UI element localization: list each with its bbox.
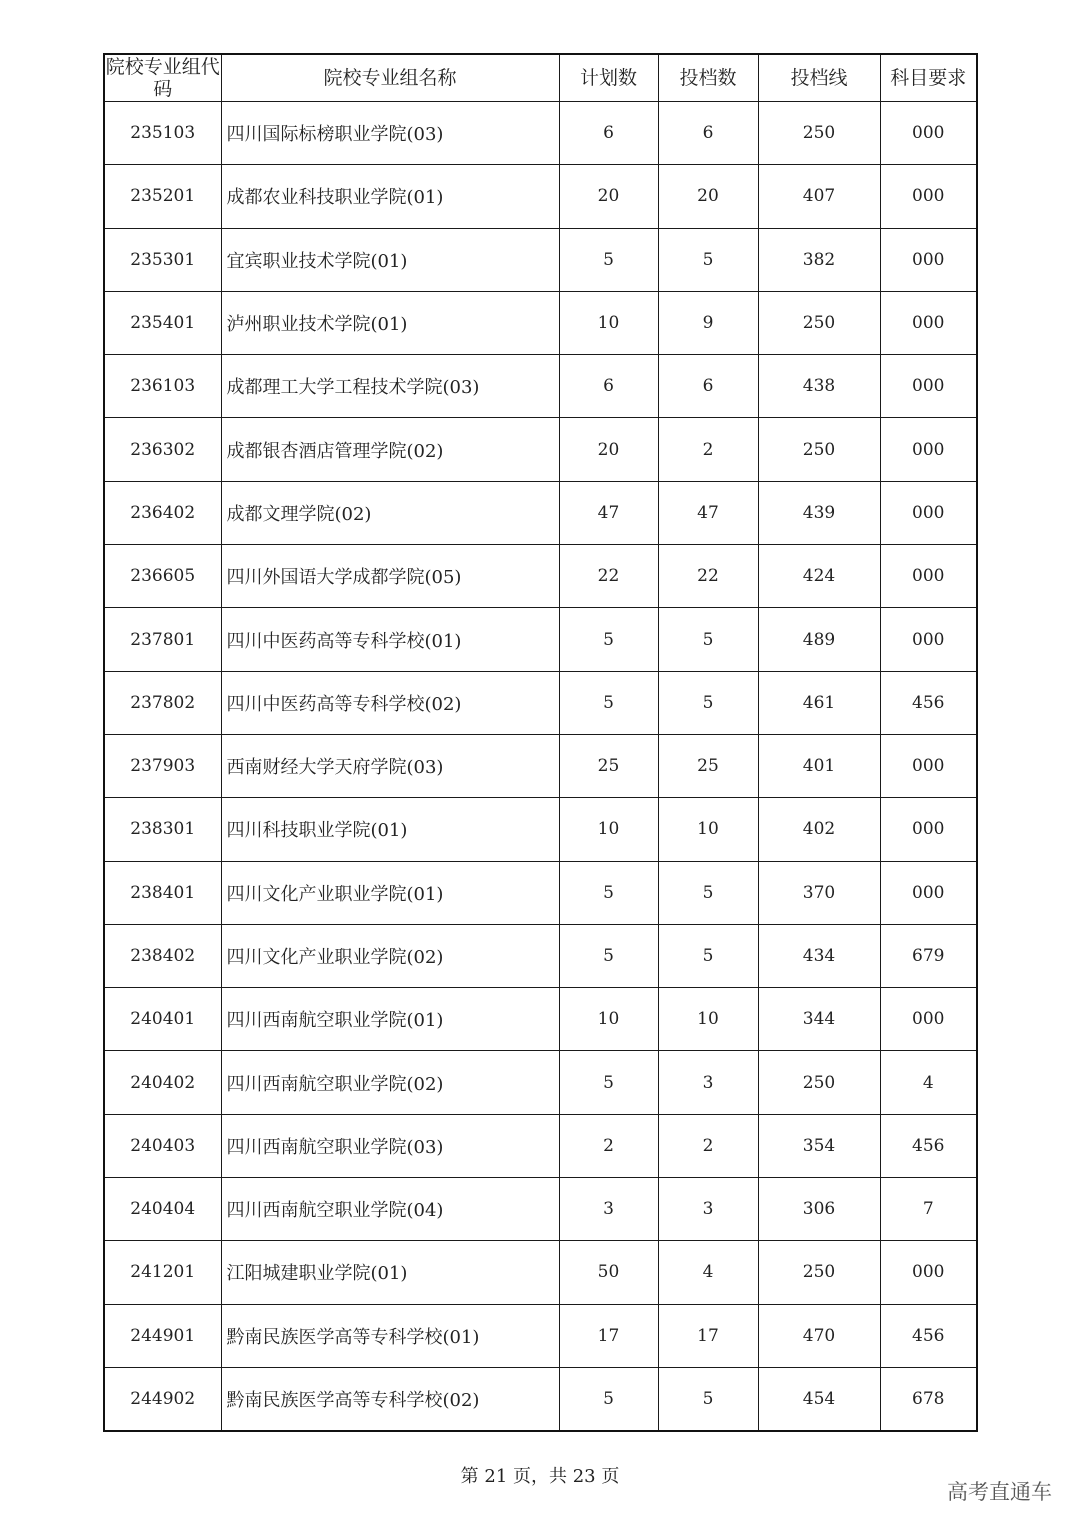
cell-subject: 000 [880, 1241, 977, 1304]
cell-cutoff: 382 [758, 228, 880, 291]
cell-subject: 000 [880, 545, 977, 608]
cell-filed: 25 [658, 734, 758, 797]
admission-table [103, 53, 978, 1432]
cell-subject: 000 [880, 291, 977, 354]
cell-code: 244902 [104, 1367, 221, 1431]
cell-cutoff: 461 [758, 671, 880, 734]
cell-cutoff: 370 [758, 861, 880, 924]
cell-cutoff: 454 [758, 1367, 880, 1431]
cell-subject: 000 [880, 355, 977, 418]
cell-code: 235201 [104, 165, 221, 228]
cell-name: 四川西南航空职业学院(01) [221, 988, 559, 1051]
cell-subject: 000 [880, 228, 977, 291]
cell-cutoff: 250 [758, 1241, 880, 1304]
cell-subject: 000 [880, 988, 977, 1051]
page-number: 第 21 页，共 23 页 [460, 1466, 620, 1487]
cell-cutoff: 489 [758, 608, 880, 671]
cell-plan: 5 [559, 1051, 658, 1114]
cell-filed: 5 [658, 228, 758, 291]
cell-plan: 25 [559, 734, 658, 797]
cell-filed: 5 [658, 1367, 758, 1431]
cell-plan: 20 [559, 418, 658, 481]
header-name: 院校专业组名称 [221, 54, 559, 102]
cell-name: 西南财经大学天府学院(03) [221, 734, 559, 797]
cell-code: 244901 [104, 1304, 221, 1367]
cell-code: 236302 [104, 418, 221, 481]
cell-code: 241201 [104, 1241, 221, 1304]
cell-name: 四川外国语大学成都学院(05) [221, 545, 559, 608]
table-row [104, 988, 977, 1051]
table-row [104, 291, 977, 354]
cell-code: 238401 [104, 861, 221, 924]
cell-name: 泸州职业技术学院(01) [221, 291, 559, 354]
cell-code: 236402 [104, 481, 221, 544]
table-row [104, 228, 977, 291]
cell-code: 238402 [104, 924, 221, 987]
table-row [104, 1178, 977, 1241]
cell-name: 成都银杏酒店管理学院(02) [221, 418, 559, 481]
cell-filed: 5 [658, 861, 758, 924]
cell-subject: 000 [880, 798, 977, 861]
cell-plan: 10 [559, 291, 658, 354]
table-header-row [104, 54, 977, 102]
cell-name: 四川科技职业学院(01) [221, 798, 559, 861]
cell-filed: 2 [658, 418, 758, 481]
cell-filed: 47 [658, 481, 758, 544]
cell-cutoff: 250 [758, 418, 880, 481]
cell-plan: 5 [559, 1367, 658, 1431]
cell-plan: 22 [559, 545, 658, 608]
cell-cutoff: 402 [758, 798, 880, 861]
cell-code: 236605 [104, 545, 221, 608]
cell-subject: 000 [880, 608, 977, 671]
table-row [104, 924, 977, 987]
cell-filed: 5 [658, 924, 758, 987]
cell-plan: 17 [559, 1304, 658, 1367]
cell-plan: 5 [559, 861, 658, 924]
cell-plan: 6 [559, 355, 658, 418]
cell-name: 四川中医药高等专科学校(02) [221, 671, 559, 734]
cell-plan: 3 [559, 1178, 658, 1241]
cell-cutoff: 250 [758, 1051, 880, 1114]
table-row [104, 734, 977, 797]
table-row [104, 481, 977, 544]
cell-plan: 5 [559, 671, 658, 734]
table-row [104, 1304, 977, 1367]
cell-filed: 17 [658, 1304, 758, 1367]
cell-subject: 456 [880, 671, 977, 734]
watermark: 高考直通车 [947, 1480, 1052, 1504]
cell-plan: 10 [559, 798, 658, 861]
cell-name: 四川中医药高等专科学校(01) [221, 608, 559, 671]
cell-cutoff: 439 [758, 481, 880, 544]
header-filed: 投档数 [658, 54, 758, 102]
cell-filed: 10 [658, 798, 758, 861]
header-code: 院校专业组代码 [105, 56, 220, 100]
cell-name: 成都理工大学工程技术学院(03) [221, 355, 559, 418]
cell-filed: 3 [658, 1178, 758, 1241]
cell-subject: 456 [880, 1304, 977, 1367]
table-row [104, 671, 977, 734]
cell-cutoff: 401 [758, 734, 880, 797]
cell-subject: 7 [880, 1178, 977, 1241]
cell-cutoff: 470 [758, 1304, 880, 1367]
table-row [104, 1114, 977, 1177]
table-row [104, 1051, 977, 1114]
admission-table-container [103, 53, 976, 1432]
cell-cutoff: 250 [758, 102, 880, 165]
cell-code: 235401 [104, 291, 221, 354]
cell-cutoff: 407 [758, 165, 880, 228]
cell-code: 240401 [104, 988, 221, 1051]
cell-plan: 5 [559, 608, 658, 671]
cell-name: 四川西南航空职业学院(02) [221, 1051, 559, 1114]
header-plan: 计划数 [559, 54, 658, 102]
cell-subject: 456 [880, 1114, 977, 1177]
cell-name: 四川西南航空职业学院(03) [221, 1114, 559, 1177]
cell-code: 237801 [104, 608, 221, 671]
cell-filed: 9 [658, 291, 758, 354]
cell-code: 235103 [104, 102, 221, 165]
table-row [104, 798, 977, 861]
cell-filed: 10 [658, 988, 758, 1051]
cell-code: 240402 [104, 1051, 221, 1114]
table-row [104, 355, 977, 418]
cell-code: 235301 [104, 228, 221, 291]
table-row [104, 165, 977, 228]
cell-code: 240404 [104, 1178, 221, 1241]
cell-subject: 678 [880, 1367, 977, 1431]
cell-code: 238301 [104, 798, 221, 861]
cell-subject: 000 [880, 418, 977, 481]
cell-plan: 5 [559, 924, 658, 987]
cell-code: 237802 [104, 671, 221, 734]
cell-name: 成都农业科技职业学院(01) [221, 165, 559, 228]
cell-subject: 000 [880, 481, 977, 544]
cell-plan: 2 [559, 1114, 658, 1177]
cell-subject: 000 [880, 861, 977, 924]
cell-cutoff: 424 [758, 545, 880, 608]
cell-cutoff: 250 [758, 291, 880, 354]
cell-filed: 6 [658, 102, 758, 165]
cell-subject: 000 [880, 165, 977, 228]
cell-subject: 000 [880, 102, 977, 165]
cell-name: 黔南民族医学高等专科学校(01) [221, 1304, 559, 1367]
table-body [104, 102, 977, 1432]
cell-name: 四川国际标榜职业学院(03) [221, 102, 559, 165]
cell-cutoff: 434 [758, 924, 880, 987]
cell-plan: 10 [559, 988, 658, 1051]
cell-name: 黔南民族医学高等专科学校(02) [221, 1367, 559, 1431]
cell-subject: 679 [880, 924, 977, 987]
cell-filed: 6 [658, 355, 758, 418]
cell-name: 四川西南航空职业学院(04) [221, 1178, 559, 1241]
cell-filed: 2 [658, 1114, 758, 1177]
header-subject: 科目要求 [880, 54, 977, 102]
cell-code: 236103 [104, 355, 221, 418]
cell-code: 237903 [104, 734, 221, 797]
cell-subject: 4 [880, 1051, 977, 1114]
cell-cutoff: 438 [758, 355, 880, 418]
cell-name: 江阳城建职业学院(01) [221, 1241, 559, 1304]
cell-plan: 50 [559, 1241, 658, 1304]
cell-name: 四川文化产业职业学院(02) [221, 924, 559, 987]
cell-name: 成都文理学院(02) [221, 481, 559, 544]
cell-cutoff: 306 [758, 1178, 880, 1241]
table-row [104, 545, 977, 608]
cell-filed: 20 [658, 165, 758, 228]
cell-cutoff: 354 [758, 1114, 880, 1177]
cell-plan: 5 [559, 228, 658, 291]
table-row [104, 861, 977, 924]
cell-filed: 22 [658, 545, 758, 608]
header-cutoff: 投档线 [758, 54, 880, 102]
cell-code: 240403 [104, 1114, 221, 1177]
cell-cutoff: 344 [758, 988, 880, 1051]
cell-name: 四川文化产业职业学院(01) [221, 861, 559, 924]
table-row [104, 102, 977, 165]
table-row [104, 1367, 977, 1431]
cell-filed: 5 [658, 671, 758, 734]
table-row [104, 1241, 977, 1304]
table-row [104, 418, 977, 481]
cell-filed: 4 [658, 1241, 758, 1304]
table-row [104, 608, 977, 671]
cell-plan: 20 [559, 165, 658, 228]
cell-filed: 5 [658, 608, 758, 671]
cell-filed: 3 [658, 1051, 758, 1114]
cell-plan: 47 [559, 481, 658, 544]
cell-name: 宜宾职业技术学院(01) [221, 228, 559, 291]
cell-subject: 000 [880, 734, 977, 797]
cell-plan: 6 [559, 102, 658, 165]
